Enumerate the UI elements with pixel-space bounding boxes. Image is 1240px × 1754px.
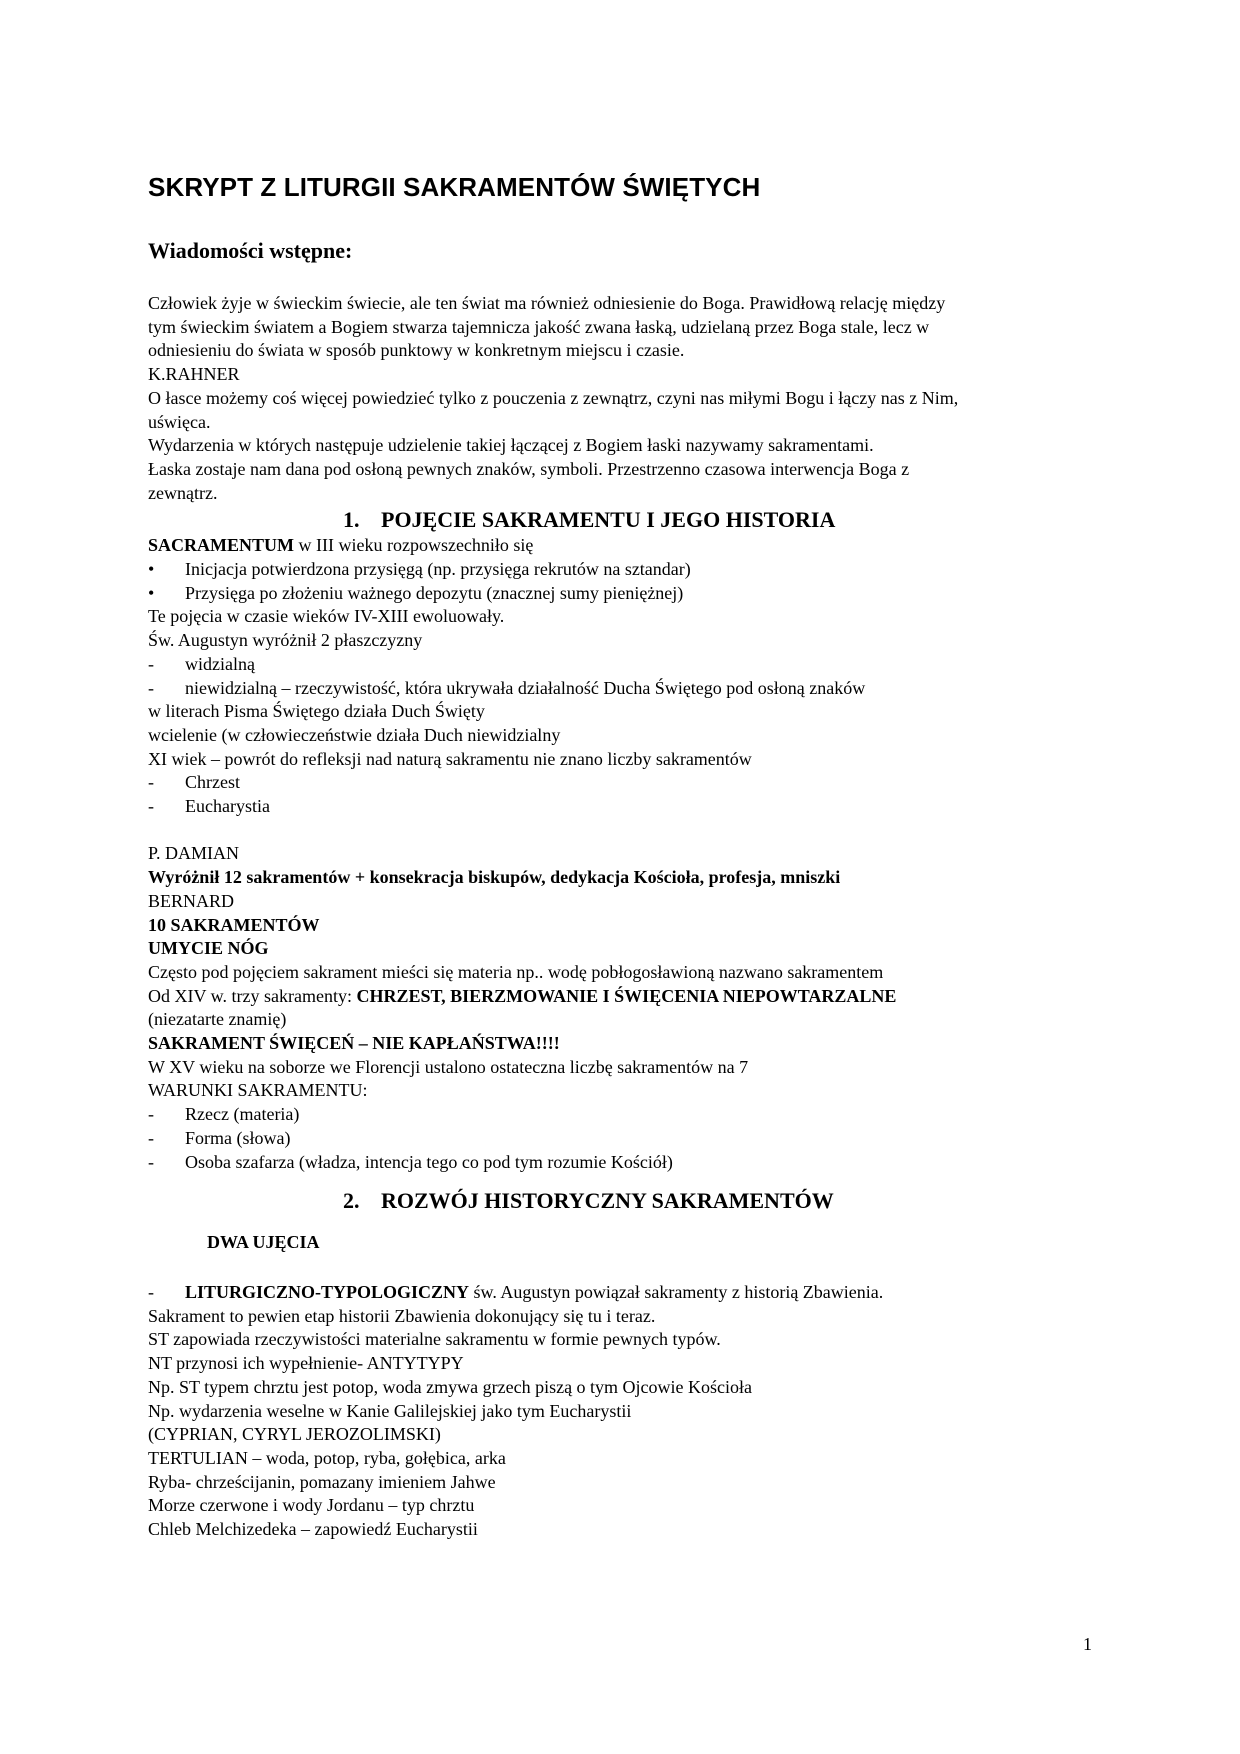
text-line: Ryba- chrześcijanin, pomazany imieniem Jahwe bbox=[148, 1471, 496, 1492]
dash-text: Chrzest bbox=[185, 772, 240, 793]
text-line-bold: SAKRAMENT ŚWIĘCEŃ – NIE KAPŁAŃSTWA!!!! bbox=[148, 1033, 560, 1054]
text-line-bold: 10 SAKRAMENTÓW bbox=[148, 914, 320, 935]
text-segment: Od XIV w. trzy sakramenty: bbox=[148, 985, 357, 1006]
intro-line: K.RAHNER bbox=[148, 364, 240, 385]
section-1-title: POJĘCIE SAKRAMENTU I JEGO HISTORIA bbox=[381, 507, 836, 533]
list-item bbox=[148, 582, 1078, 606]
text-line: Chleb Melchizedeka – zapowiedź Eucharystii bbox=[148, 1519, 478, 1540]
text-line: wcielenie (w człowieczeństwie działa Duch niewidzialny bbox=[148, 724, 561, 745]
list-item bbox=[148, 1127, 1078, 1151]
text-line: Morze czerwone i wody Jordanu – typ chrztu bbox=[148, 1495, 475, 1516]
spacer bbox=[148, 1215, 1078, 1227]
section-2-title: ROZWÓJ HISTORYCZNY SAKRAMENTÓW bbox=[381, 1188, 834, 1214]
text-line: Sakrament to pewien etap historii Zbawienia dokonujący się tu i teraz. bbox=[148, 1305, 656, 1326]
spacer bbox=[148, 1257, 1078, 1281]
text-line: Te pojęcia w czasie wieków IV-XIII ewoluowały. bbox=[148, 606, 505, 627]
section-2-number: 2. bbox=[343, 1188, 360, 1214]
list-item bbox=[148, 558, 1078, 582]
document-body bbox=[148, 292, 1078, 1542]
text-line: (niezatarte znamię) bbox=[148, 1009, 287, 1030]
text-line: XI wiek – powrót do refleksji nad naturą sakramentu nie znano liczby sakramentów bbox=[148, 748, 752, 769]
intro-line: Łaska zostaje nam dana pod osłoną pewnych znaków, symboli. Przestrzenno czasowa interwencja Boga z bbox=[148, 458, 910, 479]
intro-line: uświęca. bbox=[148, 411, 211, 432]
spacer bbox=[148, 819, 1078, 843]
text-line: (CYPRIAN, CYRYL JEROZOLIMSKI) bbox=[148, 1424, 441, 1445]
list-item bbox=[148, 1281, 1078, 1305]
intro-line: zewnątrz. bbox=[148, 482, 218, 503]
section-1-heading bbox=[148, 505, 1078, 534]
section-2-heading bbox=[148, 1186, 1078, 1215]
text-line: BERNARD bbox=[148, 890, 235, 911]
intro-line: Wydarzenia w których następuje udzielenie takiej łączącej z Bogiem łaski nazywamy sakramentami. bbox=[148, 435, 874, 456]
list-item bbox=[148, 653, 1078, 677]
text-segment-bold: LITURGICZNO-TYPOLOGICZNY bbox=[185, 1281, 470, 1302]
list-item bbox=[148, 677, 1078, 701]
section-1-number: 1. bbox=[343, 507, 360, 533]
document-title: SKRYPT Z LITURGII SAKRAMENTÓW ŚWIĘTYCH bbox=[148, 172, 761, 202]
text-line bbox=[148, 985, 1078, 1009]
section-2-subheading: DWA UJĘCIA bbox=[207, 1232, 320, 1253]
dash-text: Osoba szafarza (władza, intencja tego co pod tym rozumie Kościół) bbox=[185, 1151, 673, 1172]
dash-icon: - bbox=[148, 1127, 154, 1148]
bullet-icon: • bbox=[148, 582, 155, 603]
text-line: NT przynosi ich wypełnienie- ANTYTYPY bbox=[148, 1353, 464, 1374]
text-line: P. DAMIAN bbox=[148, 843, 240, 864]
dash-icon: - bbox=[148, 796, 154, 817]
list-item bbox=[148, 1151, 1078, 1175]
dash-icon: - bbox=[148, 677, 154, 698]
dash-icon: - bbox=[148, 653, 154, 674]
intro-line: tym świeckim światem a Bogiem stwarza tajemnicza jakość zwana łaską, udzielaną przez Boga stale, lecz w bbox=[148, 316, 930, 337]
text-line: WARUNKI SAKRAMENTU: bbox=[148, 1080, 368, 1101]
dash-icon: - bbox=[148, 772, 154, 793]
intro-heading: Wiadomości wstępne: bbox=[148, 238, 353, 263]
dash-text: widzialną bbox=[185, 653, 255, 674]
text-line-bold: UMYCIE NÓG bbox=[148, 938, 269, 959]
text-segment-bold: CHRZEST, BIERZMOWANIE I ŚWIĘCENIA NIEPOWTARZALNE bbox=[356, 985, 897, 1006]
dash-text: Forma (słowa) bbox=[185, 1127, 291, 1148]
text-line: ST zapowiada rzeczywistości materialne sakramentu w formie pewnych typów. bbox=[148, 1329, 721, 1350]
sacramentum-line bbox=[148, 534, 1078, 558]
bullet-text: Inicjacja potwierdzona przysięgą (np. przysięga rekrutów na sztandar) bbox=[185, 559, 691, 580]
text-line: Np. ST typem chrztu jest potop, woda zmywa grzech piszą o tym Ojcowie Kościoła bbox=[148, 1376, 753, 1397]
sacramentum-rest: w III wieku rozpowszechniło się bbox=[294, 535, 534, 556]
spacer bbox=[148, 1174, 1078, 1186]
intro-line: Człowiek żyje w świeckim świecie, ale ten świat ma również odniesienie do Boga. Prawidłową relację między bbox=[148, 293, 946, 313]
text-line: Często pod pojęciem sakrament mieści się materia np.. wodę pobłogosławioną nazwano sakramentem bbox=[148, 961, 884, 982]
dash-text bbox=[185, 1281, 883, 1305]
list-item bbox=[148, 1103, 1078, 1127]
text-segment: św. Augustyn powiązał sakramenty z historią Zbawienia. bbox=[469, 1281, 884, 1302]
text-line: W XV wieku na soborze we Florencji ustalono ostateczna liczbę sakramentów na 7 bbox=[148, 1056, 749, 1077]
dash-icon: - bbox=[148, 1104, 154, 1125]
intro-line: O łasce możemy coś więcej powiedzieć tylko z pouczenia z zewnątrz, czyni nas miłymi Bogu i łączy nas z Nim, bbox=[148, 387, 959, 408]
intro-line: odniesieniu do świata w sposób punktowy w konkretnym miejscu i czasie. bbox=[148, 340, 685, 361]
dash-text: Eucharystia bbox=[185, 796, 270, 817]
text-line: Np. wydarzenia weselne w Kanie Galilejskiej jako tym Eucharystii bbox=[148, 1400, 632, 1421]
text-line: TERTULIAN – woda, potop, ryba, gołębica, arka bbox=[148, 1447, 506, 1468]
dash-text: Rzecz (materia) bbox=[185, 1104, 300, 1125]
text-line: w literach Pisma Świętego działa Duch Święty bbox=[148, 701, 485, 722]
bullet-icon: • bbox=[148, 559, 155, 580]
bullet-text: Przysięga po złożeniu ważnego depozytu (znacznej sumy pieniężnej) bbox=[185, 582, 684, 603]
dash-icon: - bbox=[148, 1151, 154, 1172]
text-line-bold: Wyróżnił 12 sakramentów + konsekracja biskupów, dedykacja Kościoła, profesja, mniszki bbox=[148, 867, 841, 888]
sacramentum-term: SACRAMENTUM bbox=[148, 535, 294, 556]
dash-icon: - bbox=[148, 1281, 154, 1302]
page-number: 1 bbox=[1083, 1634, 1092, 1654]
list-item bbox=[148, 771, 1078, 795]
text-line: Św. Augustyn wyróżnił 2 płaszczyzny bbox=[148, 630, 423, 651]
dash-text: niewidzialną – rzeczywistość, która ukrywała działalność Ducha Świętego pod osłoną znaków bbox=[185, 677, 866, 698]
list-item bbox=[148, 795, 1078, 819]
